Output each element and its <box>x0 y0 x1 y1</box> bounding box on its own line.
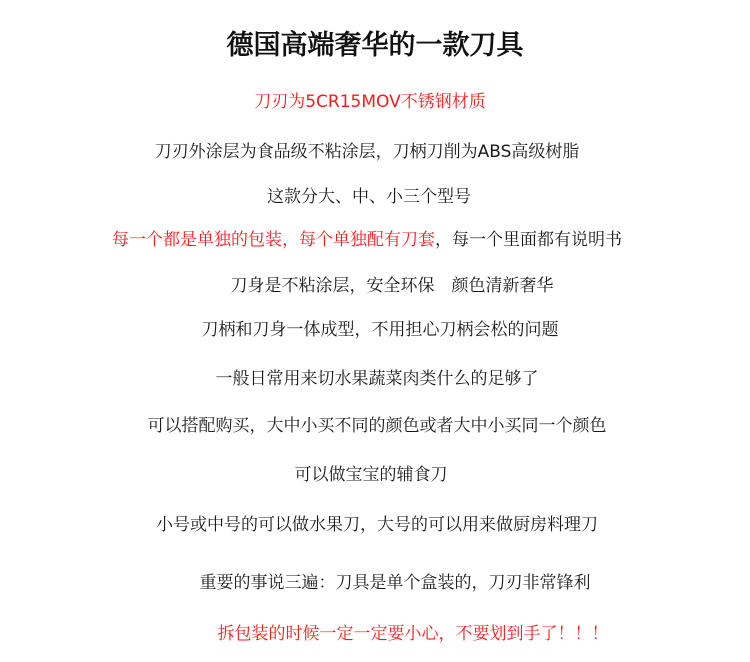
sizes-line: 这款分大、中、小三个型号 <box>267 187 471 207</box>
combo-line: 可以搭配购买，大中小买不同的颜色或者大中小买同一个颜色 <box>147 416 607 436</box>
packaging-line <box>0 228 742 252</box>
warning-line: 拆包装的时候一定一定要小心，不要划到手了！！！ <box>217 624 609 644</box>
packaging-note: ，每一个里面都有说明书 <box>435 230 622 250</box>
material-line: 刀刃为5CR15MOV不锈钢材质 <box>254 92 486 112</box>
important-line: 重要的事说三遍：刀具是单个盒装的，刀刃非常锋利 <box>199 573 591 593</box>
one-piece-line: 刀柄和刀身一体成型，不用担心刀柄会松的问题 <box>201 320 559 340</box>
fruit-knife-line: 小号或中号的可以做水果刀，大号的可以用来做厨房料理刀 <box>156 515 598 535</box>
daily-use-line: 一般日常用来切水果蔬菜肉类什么的足够了 <box>215 369 539 389</box>
page-title: 德国高端奢华的一款刀具 <box>226 30 524 61</box>
packaging-highlight: 每一个都是单独的包装，每个单独配有刀套 <box>112 230 435 250</box>
coating-line: 刀刃外涂层为食品级不粘涂层，刀柄刀削为ABS高级树脂 <box>154 142 580 162</box>
baby-food-line: 可以做宝宝的辅食刀 <box>294 465 448 485</box>
safety-line: 刀身是不粘涂层，安全环保 颜色清新奢华 <box>230 276 554 296</box>
